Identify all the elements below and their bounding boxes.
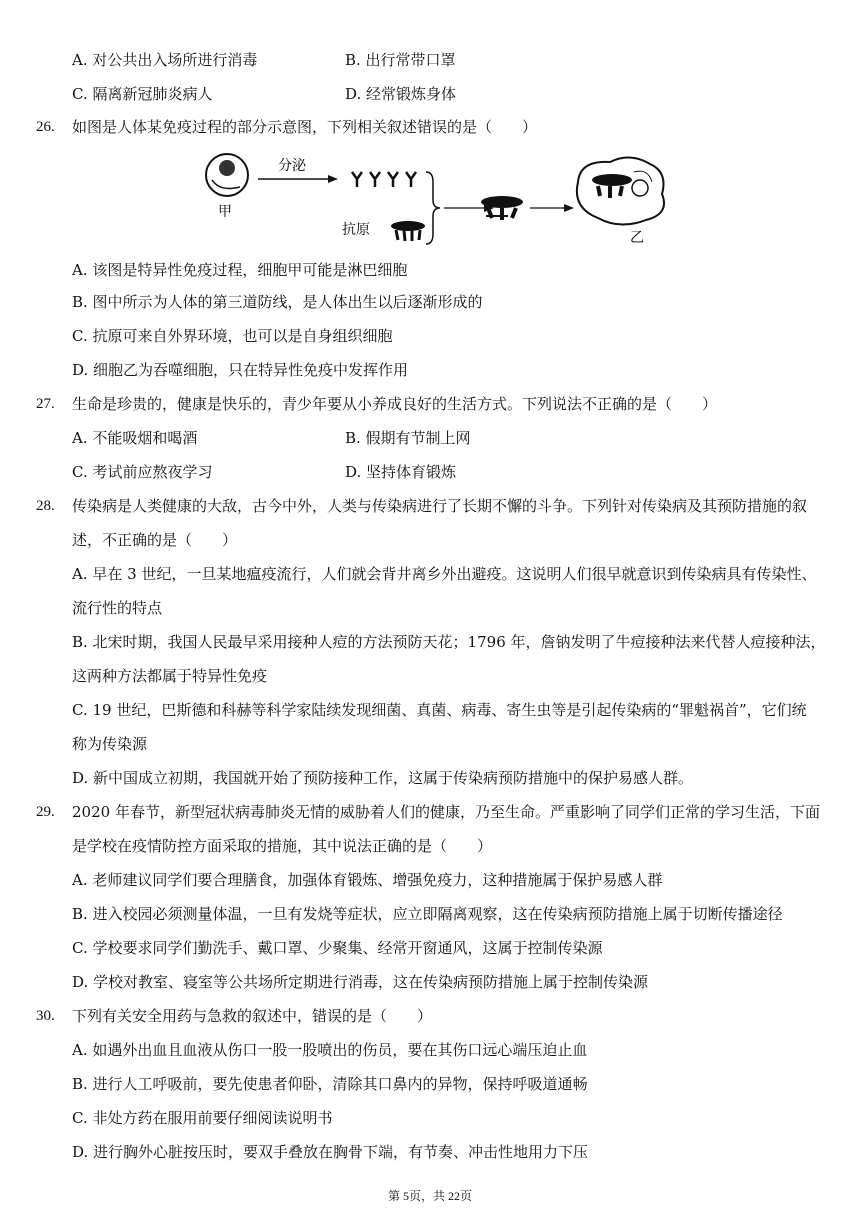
q26-option-b: B. 图中所示为人体的第三道防线，是人体出生以后逐渐形成的 <box>72 293 483 311</box>
secretion-arrow-icon <box>258 175 338 183</box>
q29-option-c: C. 学校要求同学们勤洗手、戴口罩、少聚集、经常开窗通风，这属于控制传染源 <box>72 939 603 957</box>
q27-option-c: C. 考试前应熬夜学习 <box>72 463 213 481</box>
q27-option-a: A. 不能吸烟和喝酒 <box>72 429 198 447</box>
q28-option-c-line2: 称为传染源 <box>72 735 148 753</box>
q26-stem: 如图是人体某免疫过程的部分示意图，下列相关叙述错误的是（ ） <box>72 118 538 136</box>
q29-option-d: D. 学校对教室、寝室等公共场所定期进行消毒，这在传染病预防措施上属于控制传染源 <box>72 973 649 991</box>
q29-option-b: B. 进入校园必须测量体温，一旦有发烧等症状，应立即隔离观察，这在传染病预防措施上属于切断传播途径 <box>72 905 783 923</box>
brace-icon <box>426 172 440 244</box>
phagocyte-cell-icon <box>577 157 664 224</box>
q26-option-a: A. 该图是特异性免疫过程，细胞甲可能是淋巴细胞 <box>72 261 408 279</box>
label-fenmi: 分泌 <box>278 158 306 174</box>
page-footer: 第 5页，共 22页 <box>387 1189 472 1203</box>
q30-number: 30. <box>36 1008 55 1024</box>
cell-jia-icon <box>206 154 248 196</box>
q25-option-b: B. 出行常带口罩 <box>345 51 456 69</box>
arrow-to-phagocyte-icon <box>530 204 574 212</box>
q27-option-b: B. 假期有节制上网 <box>345 429 471 447</box>
q27-number: 27. <box>36 396 55 412</box>
q30-option-c: C. 非处方药在服用前要仔细阅读说明书 <box>72 1109 333 1127</box>
label-kangyuan: 抗原 <box>342 222 370 238</box>
q29-option-a: A. 老师建议同学们要合理膳食，加强体育锻炼、增强免疫力，这种措施属于保护易感人群 <box>72 871 663 889</box>
antigen-icon <box>391 221 425 241</box>
q28-option-a-line2: 流行性的特点 <box>72 599 163 617</box>
q28-option-c-line1: C. 19 世纪，巴斯德和科赫等科学家陆续发现细菌、真菌、病毒、寄生虫等是引起传染病的“罪魁祸首”，它们统 <box>72 701 807 719</box>
q28-stem-line2: 述，不正确的是（ ） <box>72 531 238 549</box>
q29-number: 29. <box>36 804 55 820</box>
q30-option-a: A. 如遇外出血且血液从伤口一股一股喷出的伤员，要在其伤口远心端压迫止血 <box>72 1041 588 1059</box>
q26-option-c: C. 抗原可来自外界环境，也可以是自身组织细胞 <box>72 327 393 345</box>
q25-option-d: D. 经常锻炼身体 <box>345 85 457 103</box>
q28-option-a-line1: A. 早在 3 世纪，一旦某地瘟疫流行，人们就会背井离乡外出避疫。这说明人们很早就意识到传染病具有传染性、 <box>72 565 817 583</box>
q29-stem-line2: 是学校在疫情防控方面采取的措施，其中说法正确的是（ ） <box>72 837 493 855</box>
q28-stem-line1: 传染病是人类健康的大敌，古今中外，人类与传染病进行了长期不懈的斗争。下列针对传染病及其预防措施的叙 <box>72 497 808 515</box>
q25-option-a: A. 对公共出入场所进行消毒 <box>72 51 258 69</box>
q30-stem: 下列有关安全用药与急救的叙述中，错误的是（ ） <box>72 1007 433 1025</box>
q27-stem: 生命是珍贵的，健康是快乐的，青少年要从小养成良好的生活方式。下列说法不正确的是（ ） <box>72 395 718 413</box>
q26-number: 26. <box>36 119 55 135</box>
q28-option-d: D. 新中国成立初期，我国就开始了预防接种工作，这属于传染病预防措施中的保护易感人群。 <box>72 769 694 787</box>
q26-option-d: D. 细胞乙为吞噬细胞，只在特异性免疫中发挥作用 <box>72 361 409 379</box>
q30-option-b: B. 进行人工呼吸前，要先使患者仰卧，清除其口鼻内的异物，保持呼吸道通畅 <box>72 1075 588 1093</box>
q28-option-b-line1: B. 北宋时期，我国人民最早采用接种人痘的方法预防天花；1796 年，詹钠发明了牛痘接种法来代替人痘接种法， <box>72 633 826 651</box>
q28-number: 28. <box>36 498 55 514</box>
antibodies-icon <box>352 172 416 187</box>
q25-option-c: C. 隔离新冠肺炎病人 <box>72 85 213 103</box>
q27-option-d: D. 坚持体育锻炼 <box>345 463 457 481</box>
q30-option-d: D. 进行胸外心脏按压时，要双手叠放在胸骨下端，有节奏、冲击性地用力下压 <box>72 1143 589 1161</box>
label-jia: 甲 <box>218 204 232 220</box>
q29-stem-line1: 2020 年春节，新型冠状病毒肺炎无情的威胁着人们的健康，乃至生命。严重影响了同学们正常的学习生活，下面 <box>72 803 820 821</box>
q28-option-b-line2: 这两种方法都属于特异性免疫 <box>72 667 268 685</box>
immune-process-figure <box>200 142 670 252</box>
label-yi: 乙 <box>630 230 644 246</box>
